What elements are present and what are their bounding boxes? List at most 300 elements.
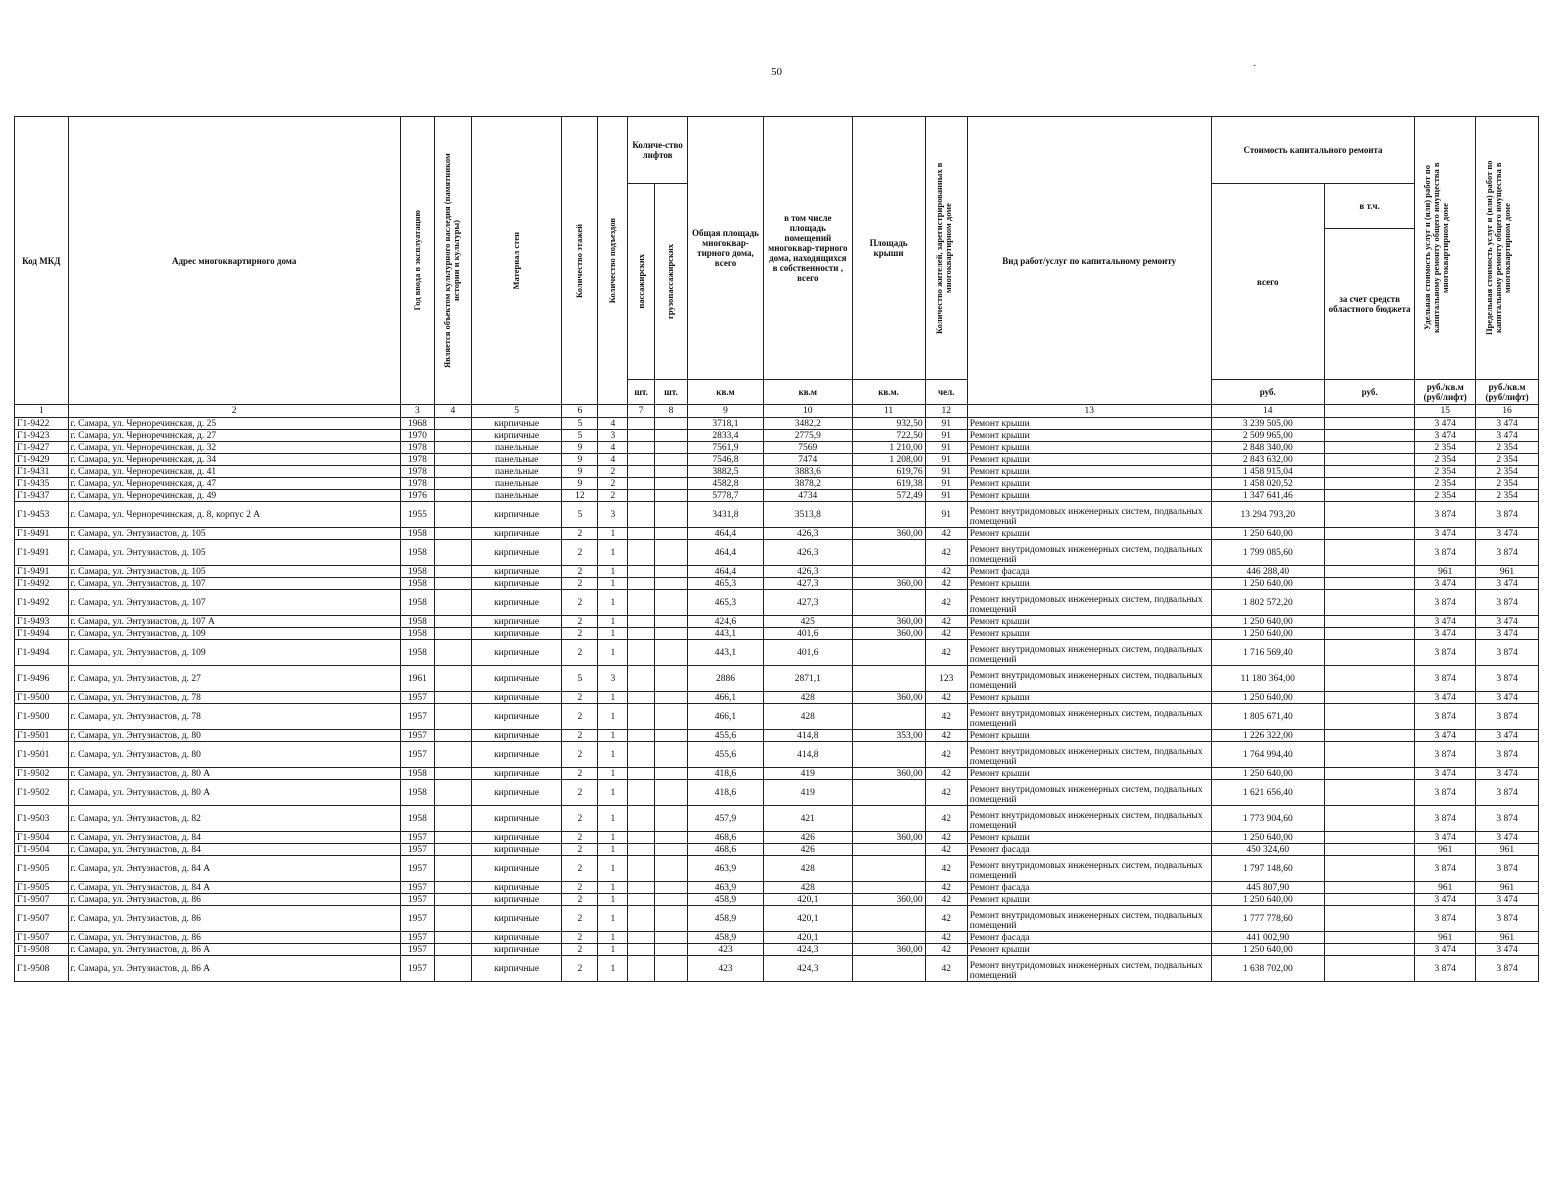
year-cell: 1958 (400, 590, 434, 616)
unit-cost-cell: 3 874 (1415, 956, 1476, 982)
work-type-cell: Ремонт фасада (967, 932, 1211, 944)
lifts-cargo-cell (654, 882, 687, 894)
address-cell: г. Самара, ул. Черноречинская, д. 34 (68, 454, 400, 466)
cost-total-cell: 450 324,60 (1211, 844, 1324, 856)
area-total-cell: 464,4 (687, 528, 763, 540)
floors-cell: 9 (562, 454, 598, 466)
area-owned-cell: 428 (764, 856, 852, 882)
area-owned-cell: 424,3 (764, 944, 852, 956)
unit-cost-cell: 3 474 (1415, 418, 1476, 430)
unit-cost-cell: 961 (1415, 566, 1476, 578)
limit-cost-cell: 961 (1476, 932, 1539, 944)
table-row (15, 490, 1539, 502)
area-total-cell: 3718,1 (687, 418, 763, 430)
area-owned-cell: 419 (764, 780, 852, 806)
unit-cost-cell: 3 874 (1415, 640, 1476, 666)
cost-total-cell: 11 180 364,00 (1211, 666, 1324, 692)
table-row (15, 590, 1539, 616)
floors-cell: 5 (562, 418, 598, 430)
wall-material-cell: панельные (471, 454, 562, 466)
col-work-type-header: Вид работ/услуг по капитальному ремонту (967, 117, 1211, 405)
code-cell: Г1-9453 (15, 502, 69, 528)
residents-cell: 42 (925, 944, 967, 956)
wall-material-cell: кирпичные (471, 704, 562, 730)
residents-cell: 91 (925, 490, 967, 502)
work-type-cell: Ремонт крыши (967, 628, 1211, 640)
area-owned-cell: 2775,9 (764, 430, 852, 442)
entrances-cell: 1 (598, 844, 628, 856)
address-cell: г. Самара, ул. Энтузиастов, д. 82 (68, 806, 400, 832)
code-cell: Г1-9503 (15, 806, 69, 832)
floors-cell: 2 (562, 806, 598, 832)
heritage-cell (434, 528, 471, 540)
unit-cost-cell: 961 (1415, 882, 1476, 894)
table-row (15, 944, 1539, 956)
residents-cell: 91 (925, 442, 967, 454)
floors-cell: 2 (562, 742, 598, 768)
limit-cost-cell: 2 354 (1476, 454, 1539, 466)
entrances-cell: 1 (598, 616, 628, 628)
cost-total-cell: 1 250 640,00 (1211, 832, 1324, 844)
work-type-cell: Ремонт крыши (967, 578, 1211, 590)
roof-area-cell (852, 882, 925, 894)
entrances-cell: 1 (598, 628, 628, 640)
table-body (15, 418, 1539, 982)
unit-area-owned: кв.м (764, 380, 852, 405)
roof-area-cell: 360,00 (852, 692, 925, 704)
area-total-cell: 464,4 (687, 566, 763, 578)
unit-cost-cell: 3 874 (1415, 742, 1476, 768)
entrances-cell: 4 (598, 454, 628, 466)
cost-regional-cell (1324, 806, 1415, 832)
floors-cell: 12 (562, 490, 598, 502)
year-cell: 1958 (400, 528, 434, 540)
residents-cell: 42 (925, 768, 967, 780)
roof-area-cell (852, 932, 925, 944)
column-number: 12 (925, 405, 967, 418)
lifts-cargo-cell (654, 832, 687, 844)
table-row (15, 906, 1539, 932)
year-cell: 1957 (400, 956, 434, 982)
wall-material-cell: кирпичные (471, 578, 562, 590)
address-cell: г. Самара, ул. Черноречинская, д. 25 (68, 418, 400, 430)
year-cell: 1958 (400, 616, 434, 628)
lifts-pass-cell (628, 730, 655, 742)
col-entrances-header: Количество подъездов (598, 117, 628, 405)
address-cell: г. Самара, ул. Энтузиастов, д. 107 А (68, 616, 400, 628)
cost-total-cell: 1 458 020,52 (1211, 478, 1324, 490)
cost-total-cell: 1 250 640,00 (1211, 692, 1324, 704)
address-cell: г. Самара, ул. Энтузиастов, д. 84 А (68, 856, 400, 882)
table-row (15, 932, 1539, 944)
code-cell: Г1-9507 (15, 906, 69, 932)
lifts-pass-cell (628, 616, 655, 628)
area-total-cell: 464,4 (687, 540, 763, 566)
work-type-cell: Ремонт крыши (967, 478, 1211, 490)
heritage-cell (434, 832, 471, 844)
work-type-cell: Ремонт внутридомовых инженерных систем, подвальных помещений (967, 906, 1211, 932)
lifts-pass-cell (628, 832, 655, 844)
cost-regional-cell (1324, 704, 1415, 730)
year-cell: 1968 (400, 418, 434, 430)
floors-cell: 2 (562, 944, 598, 956)
heritage-cell (434, 442, 471, 454)
cost-total-cell: 1 716 569,40 (1211, 640, 1324, 666)
unit-cost-cell: 3 474 (1415, 944, 1476, 956)
wall-material-cell: кирпичные (471, 502, 562, 528)
cost-regional-cell (1324, 566, 1415, 578)
entrances-cell: 1 (598, 956, 628, 982)
entrances-cell: 1 (598, 730, 628, 742)
wall-material-cell: кирпичные (471, 806, 562, 832)
lifts-pass-cell (628, 780, 655, 806)
cost-regional-cell (1324, 478, 1415, 490)
limit-cost-cell: 3 874 (1476, 856, 1539, 882)
area-owned-cell: 424,3 (764, 956, 852, 982)
table-row (15, 894, 1539, 906)
entrances-cell: 1 (598, 894, 628, 906)
area-owned-cell: 426,3 (764, 540, 852, 566)
col-cost-header: Стоимость капитального ремонта (1211, 117, 1415, 184)
cost-regional-cell (1324, 466, 1415, 478)
area-total-cell: 465,3 (687, 590, 763, 616)
address-cell: г. Самара, ул. Энтузиастов, д. 78 (68, 692, 400, 704)
wall-material-cell: кирпичные (471, 944, 562, 956)
address-cell: г. Самара, ул. Черноречинская, д. 32 (68, 442, 400, 454)
heritage-cell (434, 490, 471, 502)
entrances-cell: 1 (598, 590, 628, 616)
limit-cost-cell: 3 874 (1476, 540, 1539, 566)
lifts-pass-cell (628, 742, 655, 768)
cost-total-cell: 1 250 640,00 (1211, 768, 1324, 780)
cost-total-cell: 1 250 640,00 (1211, 616, 1324, 628)
cost-regional-cell (1324, 742, 1415, 768)
heritage-cell (434, 806, 471, 832)
area-total-cell: 3431,8 (687, 502, 763, 528)
floors-cell: 2 (562, 640, 598, 666)
column-number: 10 (764, 405, 852, 418)
year-cell: 1957 (400, 704, 434, 730)
cost-total-cell: 1 764 994,40 (1211, 742, 1324, 768)
lifts-cargo-cell (654, 956, 687, 982)
cost-regional-cell (1324, 418, 1415, 430)
cost-regional-cell (1324, 454, 1415, 466)
unit-cost-cell: 3 874 (1415, 666, 1476, 692)
area-total-cell: 443,1 (687, 628, 763, 640)
wall-material-cell: панельные (471, 466, 562, 478)
wall-material-cell: кирпичные (471, 894, 562, 906)
work-type-cell: Ремонт крыши (967, 430, 1211, 442)
wall-material-cell: кирпичные (471, 780, 562, 806)
address-cell: г. Самара, ул. Энтузиастов, д. 80 (68, 742, 400, 768)
wall-material-cell: кирпичные (471, 528, 562, 540)
column-number: 11 (852, 405, 925, 418)
code-cell: Г1-9507 (15, 932, 69, 944)
year-cell: 1957 (400, 856, 434, 882)
address-cell: г. Самара, ул. Энтузиастов, д. 105 (68, 540, 400, 566)
entrances-cell: 1 (598, 832, 628, 844)
limit-cost-cell: 3 874 (1476, 780, 1539, 806)
unit-cost-regional: руб. (1324, 380, 1415, 405)
residents-cell: 42 (925, 528, 967, 540)
code-cell: Г1-9423 (15, 430, 69, 442)
address-cell: г. Самара, ул. Энтузиастов, д. 107 (68, 590, 400, 616)
code-cell: Г1-9500 (15, 704, 69, 730)
area-total-cell: 3882,5 (687, 466, 763, 478)
year-cell: 1976 (400, 490, 434, 502)
table-row (15, 666, 1539, 692)
col-unit-cost-header: Удельная стоимость услуг и (или) работ по капитальному ремонту общего имущества в многоквартирном доме (1415, 117, 1476, 380)
unit-cost-cell: 3 474 (1415, 616, 1476, 628)
column-number: 16 (1476, 405, 1539, 418)
residents-cell: 42 (925, 616, 967, 628)
heritage-cell (434, 540, 471, 566)
unit-limit-cost: руб./кв.м (руб/лифт) (1476, 380, 1539, 405)
column-number: 3 (400, 405, 434, 418)
address-cell: г. Самара, ул. Энтузиастов, д. 86 А (68, 944, 400, 956)
residents-cell: 42 (925, 704, 967, 730)
lifts-pass-cell (628, 894, 655, 906)
limit-cost-cell: 961 (1476, 566, 1539, 578)
wall-material-cell: кирпичные (471, 418, 562, 430)
unit-cost-cell: 3 474 (1415, 578, 1476, 590)
unit-lifts-pass: шт. (628, 380, 655, 405)
floors-cell: 2 (562, 780, 598, 806)
residents-cell: 42 (925, 590, 967, 616)
col-lifts-header: Количе-ство лифтов (628, 117, 688, 184)
floors-cell: 2 (562, 566, 598, 578)
entrances-cell: 2 (598, 466, 628, 478)
lifts-cargo-cell (654, 502, 687, 528)
residents-cell: 42 (925, 894, 967, 906)
cost-total-cell: 441 002,90 (1211, 932, 1324, 944)
wall-material-cell: кирпичные (471, 590, 562, 616)
unit-lifts-cargo: шт. (654, 380, 687, 405)
col-area-total-header: Общая площадь многоквар-тирного дома, всего (687, 117, 763, 380)
code-cell: Г1-9491 (15, 540, 69, 566)
entrances-cell: 1 (598, 640, 628, 666)
cost-total-cell: 1 799 085,60 (1211, 540, 1324, 566)
entrances-cell: 1 (598, 882, 628, 894)
work-type-cell: Ремонт внутридомовых инженерных систем, подвальных помещений (967, 540, 1211, 566)
col-residents-header: Количество жителей, зарегистрированных в многоквартирном доме (925, 117, 967, 380)
heritage-cell (434, 640, 471, 666)
cost-regional-cell (1324, 832, 1415, 844)
code-cell: Г1-9501 (15, 742, 69, 768)
code-cell: Г1-9504 (15, 844, 69, 856)
area-owned-cell: 401,6 (764, 640, 852, 666)
code-cell: Г1-9427 (15, 442, 69, 454)
cost-total-cell: 13 294 793,20 (1211, 502, 1324, 528)
col-wall-header: Материал стен (471, 117, 562, 405)
heritage-cell (434, 780, 471, 806)
wall-material-cell: панельные (471, 442, 562, 454)
area-total-cell: 455,6 (687, 742, 763, 768)
entrances-cell: 1 (598, 578, 628, 590)
year-cell: 1957 (400, 882, 434, 894)
roof-area-cell (852, 806, 925, 832)
roof-area-cell (852, 666, 925, 692)
col-floors-header: Количество этажей (562, 117, 598, 405)
code-cell: Г1-9505 (15, 856, 69, 882)
lifts-pass-cell (628, 540, 655, 566)
code-cell: Г1-9494 (15, 640, 69, 666)
entrances-cell: 1 (598, 742, 628, 768)
area-owned-cell: 428 (764, 882, 852, 894)
unit-cost-cell: 2 354 (1415, 478, 1476, 490)
floors-cell: 9 (562, 478, 598, 490)
wall-material-cell: кирпичные (471, 956, 562, 982)
table-row (15, 704, 1539, 730)
table-row (15, 742, 1539, 768)
roof-area-cell (852, 704, 925, 730)
lifts-pass-cell (628, 932, 655, 944)
unit-cost-total: руб. (1211, 380, 1324, 405)
floors-cell: 2 (562, 590, 598, 616)
roof-area-cell (852, 844, 925, 856)
work-type-cell: Ремонт крыши (967, 466, 1211, 478)
table-row (15, 502, 1539, 528)
floors-cell: 9 (562, 442, 598, 454)
wall-material-cell: кирпичные (471, 856, 562, 882)
entrances-cell: 1 (598, 540, 628, 566)
area-total-cell: 423 (687, 956, 763, 982)
limit-cost-cell: 2 354 (1476, 442, 1539, 454)
lifts-cargo-cell (654, 590, 687, 616)
heritage-cell (434, 844, 471, 856)
cost-total-cell: 1 250 640,00 (1211, 628, 1324, 640)
col-lifts-cargo-header: грузопассажирских (654, 184, 687, 380)
cost-total-cell: 1 250 640,00 (1211, 578, 1324, 590)
floors-cell: 2 (562, 528, 598, 540)
year-cell: 1957 (400, 730, 434, 742)
table-row (15, 528, 1539, 540)
cost-regional-cell (1324, 844, 1415, 856)
cost-total-cell: 1 802 572,20 (1211, 590, 1324, 616)
address-cell: г. Самара, ул. Энтузиастов, д. 86 А (68, 956, 400, 982)
heritage-cell (434, 454, 471, 466)
lifts-cargo-cell (654, 894, 687, 906)
residents-cell: 42 (925, 906, 967, 932)
lifts-pass-cell (628, 418, 655, 430)
work-type-cell: Ремонт внутридомовых инженерных систем, подвальных помещений (967, 856, 1211, 882)
lifts-pass-cell (628, 478, 655, 490)
table-row (15, 616, 1539, 628)
unit-roof-area: кв.м. (852, 380, 925, 405)
cost-regional-cell (1324, 730, 1415, 742)
work-type-cell: Ремонт крыши (967, 454, 1211, 466)
year-cell: 1957 (400, 832, 434, 844)
area-total-cell: 443,1 (687, 640, 763, 666)
work-type-cell: Ремонт внутридомовых инженерных систем, подвальных помещений (967, 590, 1211, 616)
area-owned-cell: 2871,1 (764, 666, 852, 692)
cost-total-cell: 1 773 904,60 (1211, 806, 1324, 832)
heritage-cell (434, 704, 471, 730)
year-cell: 1957 (400, 944, 434, 956)
residents-cell: 91 (925, 502, 967, 528)
heritage-cell (434, 666, 471, 692)
unit-cost-cell: 3 874 (1415, 806, 1476, 832)
cost-total-cell: 1 638 702,00 (1211, 956, 1324, 982)
floors-cell: 5 (562, 430, 598, 442)
roof-area-cell (852, 780, 925, 806)
wall-material-cell: кирпичные (471, 768, 562, 780)
limit-cost-cell: 3 474 (1476, 832, 1539, 844)
roof-area-cell (852, 956, 925, 982)
area-owned-cell: 428 (764, 704, 852, 730)
unit-cost-cell: 3 474 (1415, 730, 1476, 742)
code-cell: Г1-9429 (15, 454, 69, 466)
table-row (15, 780, 1539, 806)
table-row (15, 466, 1539, 478)
heritage-cell (434, 566, 471, 578)
lifts-pass-cell (628, 844, 655, 856)
floors-cell: 2 (562, 832, 598, 844)
limit-cost-cell: 3 474 (1476, 418, 1539, 430)
area-owned-cell: 427,3 (764, 578, 852, 590)
heritage-cell (434, 856, 471, 882)
work-type-cell: Ремонт внутридомовых инженерных систем, подвальных помещений (967, 640, 1211, 666)
work-type-cell: Ремонт крыши (967, 730, 1211, 742)
column-number: 9 (687, 405, 763, 418)
roof-area-cell: 353,00 (852, 730, 925, 742)
roof-area-cell: 360,00 (852, 578, 925, 590)
unit-area-total: кв.м (687, 380, 763, 405)
lifts-cargo-cell (654, 806, 687, 832)
residents-cell: 42 (925, 730, 967, 742)
year-cell: 1955 (400, 502, 434, 528)
lifts-pass-cell (628, 566, 655, 578)
code-cell: Г1-9502 (15, 780, 69, 806)
floors-cell: 2 (562, 932, 598, 944)
table-row (15, 832, 1539, 844)
col-cost-total-header: всего (1211, 184, 1324, 380)
lifts-cargo-cell (654, 704, 687, 730)
entrances-cell: 1 (598, 944, 628, 956)
year-cell: 1958 (400, 566, 434, 578)
area-total-cell: 463,9 (687, 882, 763, 894)
entrances-cell: 1 (598, 932, 628, 944)
lifts-pass-cell (628, 882, 655, 894)
lifts-cargo-cell (654, 578, 687, 590)
table-row (15, 478, 1539, 490)
year-cell: 1957 (400, 844, 434, 856)
residents-cell: 42 (925, 540, 967, 566)
year-cell: 1957 (400, 894, 434, 906)
area-total-cell: 463,9 (687, 856, 763, 882)
column-number: 2 (68, 405, 400, 418)
area-owned-cell: 426 (764, 844, 852, 856)
year-cell: 1958 (400, 806, 434, 832)
limit-cost-cell: 2 354 (1476, 490, 1539, 502)
work-type-cell: Ремонт внутридомовых инженерных систем, подвальных помещений (967, 742, 1211, 768)
address-cell: г. Самара, ул. Черноречинская, д. 47 (68, 478, 400, 490)
heritage-cell (434, 616, 471, 628)
roof-area-cell: 360,00 (852, 616, 925, 628)
limit-cost-cell: 3 874 (1476, 590, 1539, 616)
lifts-pass-cell (628, 704, 655, 730)
heritage-cell (434, 882, 471, 894)
area-total-cell: 5778,7 (687, 490, 763, 502)
lifts-cargo-cell (654, 768, 687, 780)
cost-regional-cell (1324, 882, 1415, 894)
residents-cell: 42 (925, 578, 967, 590)
table-row (15, 540, 1539, 566)
heritage-cell (434, 730, 471, 742)
page-number: 50 (771, 66, 782, 78)
heritage-cell (434, 894, 471, 906)
lifts-pass-cell (628, 590, 655, 616)
